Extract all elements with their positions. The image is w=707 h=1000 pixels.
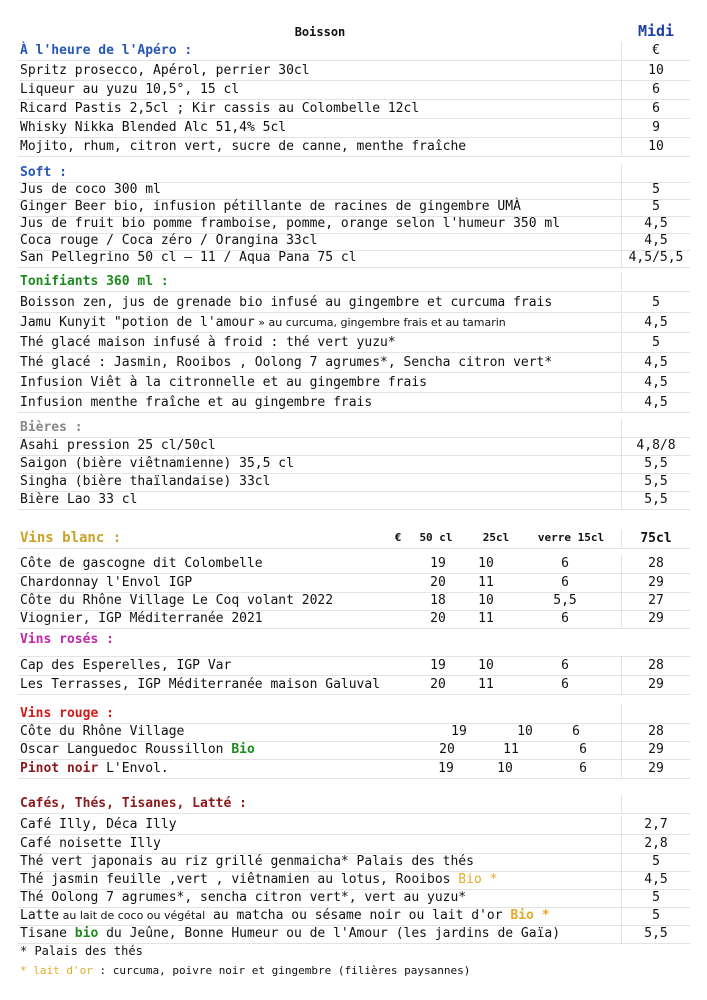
item-label-text: du Jeûne, Bonne Humeur ou de l'Amour (les jardins de Gaïa) — [98, 926, 561, 941]
item-label: Chardonnay l'Envol IGP — [20, 575, 193, 590]
item-label: Café noisette Illy — [20, 836, 161, 851]
bieres-section-header — [18, 419, 690, 438]
item-price: 5,5 — [644, 456, 668, 471]
item-label-text: Oscar Languedoc Roussillon — [20, 742, 232, 757]
item-label-detail: » au curcuma, gingembre frais et au tamarin — [254, 316, 506, 329]
price-50cl: 20 — [430, 677, 446, 692]
item-price: 6 — [652, 101, 660, 116]
menu-item — [18, 119, 690, 138]
price-25cl: 10 — [478, 556, 494, 571]
bio-label: bio — [74, 926, 99, 941]
aperitif-section-header — [18, 42, 690, 61]
section-title: Vins rosés : — [20, 632, 114, 647]
menu-item — [18, 925, 690, 944]
item-label: Côte du Rhône Village Le Coq volant 2022 — [20, 593, 334, 608]
price-75cl: 28 — [648, 658, 664, 673]
price-25cl: 11 — [478, 677, 494, 692]
item-label: Saigon (bière viêtnamienne) 35,5 cl — [20, 456, 294, 471]
price-75cl: 29 — [648, 575, 664, 590]
menu-item — [18, 835, 690, 854]
price-50cl: 20 — [439, 742, 455, 757]
item-label: Asahi pression 25 cl/50cl — [20, 438, 216, 453]
menu-item — [18, 374, 690, 393]
item-label-main: Jamu Kunyit "potion de l'amour — [20, 315, 255, 330]
price-75cl: 28 — [648, 724, 664, 739]
item-label-text: Thé jasmin feuille ,vert , viêtnamien au lotus, Rooibos — [20, 872, 459, 887]
item-price: 4,5 — [644, 872, 668, 887]
section-title: Tonifiants 360 ml : — [20, 274, 169, 289]
price-25cl: 10 — [478, 593, 494, 608]
section-title: Cafés, Thés, Tisanes, Latté : — [20, 796, 247, 811]
menu-item — [18, 907, 690, 926]
price-50cl: 19 — [430, 556, 446, 571]
price-25cl: 10 — [497, 761, 513, 776]
item-label: Infusion menthe fraîche et au gingembre frais — [20, 395, 373, 410]
wine-row — [18, 555, 690, 574]
item-label: Les Terrasses, IGP Méditerranée maison Galuval — [20, 677, 381, 692]
price-verre: 6 — [572, 724, 580, 739]
menu-item — [18, 249, 690, 268]
page-title: Boisson — [294, 25, 346, 39]
item-label-text: Tisane — [20, 926, 75, 941]
section-title: Bières : — [20, 420, 83, 435]
col-50cl: 50 cl — [419, 531, 453, 544]
price-75cl: 29 — [648, 761, 664, 776]
item-label: Boisson zen, jus de grenade bio infusé au gingembre et curcuma frais — [20, 295, 553, 310]
menu-item — [18, 138, 690, 157]
price-25cl: 11 — [478, 575, 494, 590]
item-label: Cap des Esperelles, IGP Var — [20, 658, 232, 673]
item-price: 5,5 — [644, 492, 668, 507]
item-price: 4,5 — [644, 216, 668, 231]
item-label: Whisky Nikka Blended Alc 51,4% 5cl — [20, 120, 287, 135]
section-title: Soft : — [20, 165, 67, 180]
footnote-star: * lait d'or — [20, 964, 93, 977]
midi-column-title: Midi — [637, 22, 675, 40]
item-label-text: au matcha ou sésame noir ou lait d'or — [205, 908, 511, 923]
item-label: Thé vert japonais au riz grillé genmaicha* Palais des thés — [20, 854, 474, 869]
menu-item — [18, 437, 690, 456]
wine-row — [18, 610, 690, 629]
wine-row — [18, 592, 690, 611]
price-50cl: 20 — [430, 575, 446, 590]
price-verre: 5,5 — [553, 593, 577, 608]
col-75cl: 75cl — [640, 531, 672, 546]
price-75cl: 28 — [648, 556, 664, 571]
item-price: 4,8/8 — [636, 438, 676, 453]
item-label: Ricard Pastis 2,5cl ; Kir cassis au Colombelle 12cl — [20, 101, 420, 116]
footnote-lait-or — [20, 964, 470, 977]
item-price: 2,7 — [644, 817, 668, 832]
item-price: 4,5 — [644, 375, 668, 390]
item-price: 4,5/5,5 — [628, 250, 684, 265]
price-25cl: 10 — [517, 724, 533, 739]
item-price: 5,5 — [644, 926, 668, 941]
item-price: 9 — [652, 120, 660, 135]
item-price: 5 — [652, 908, 660, 923]
item-label-highlight: Pinot noir — [20, 761, 99, 776]
col-25cl: 25cl — [482, 531, 510, 544]
bio-label: Bio — [231, 742, 255, 757]
item-label-text: L'Envol. — [98, 761, 169, 776]
item-price: 4,5 — [644, 315, 668, 330]
item-label: Singha (bière thaïlandaise) 33cl — [20, 474, 271, 489]
price-verre: 6 — [561, 658, 569, 673]
item-label: Spritz prosecco, Apérol, perrier 30cl — [20, 63, 310, 78]
item-label — [20, 315, 506, 330]
item-price: 5 — [652, 199, 660, 214]
col-currency: € — [394, 531, 402, 544]
item-label: Jus de fruit bio pomme framboise, pomme, orange selon l'humeur 350 ml — [20, 216, 561, 231]
menu-item — [18, 334, 690, 353]
item-price: 4,5 — [644, 395, 668, 410]
price-verre: 6 — [579, 742, 587, 757]
item-price: 4,5 — [644, 233, 668, 248]
item-label: Côte de gascogne dit Colombelle — [20, 556, 263, 571]
wine-row — [18, 676, 690, 695]
item-price: 5 — [652, 182, 660, 197]
menu-item — [18, 100, 690, 119]
item-label: Viognier, IGP Méditerranée 2021 — [20, 611, 263, 626]
item-price: 5 — [652, 890, 660, 905]
item-price: 5 — [652, 295, 660, 310]
item-label: Mojito, rhum, citron vert, sucre de canne, menthe fraîche — [20, 139, 467, 154]
item-label: Thé glacé : Jasmin, Rooibos , Oolong 7 agrumes*, Sencha citron vert* — [20, 355, 553, 370]
item-label: Côte du Rhône Village — [20, 724, 185, 739]
item-label-text: Latte — [20, 908, 60, 923]
price-verre: 6 — [579, 761, 587, 776]
menu-item — [18, 871, 690, 890]
item-price: 5 — [652, 335, 660, 350]
menu-item — [18, 889, 690, 908]
item-label: Thé Oolong 7 agrumes*, sencha citron vert*, vert au yuzu* — [20, 890, 467, 905]
item-label: Ginger Beer bio, infusion pétillante de racines de gingembre UMÀ — [20, 199, 521, 214]
bio-label: Bio * — [510, 908, 550, 923]
item-label — [20, 926, 560, 941]
menu-item — [18, 62, 690, 81]
price-75cl: 27 — [648, 593, 664, 608]
item-price: 10 — [648, 63, 664, 78]
price-verre: 6 — [561, 677, 569, 692]
menu-item — [18, 354, 690, 373]
item-label-detail: au lait de coco ou végétal — [59, 909, 206, 922]
menu-item — [18, 314, 690, 333]
item-price: 5,5 — [644, 474, 668, 489]
price-75cl: 29 — [648, 677, 664, 692]
footnote-text: : curcuma, poivre noir et gingembre (filières paysannes) — [92, 964, 471, 977]
menu-item — [18, 816, 690, 835]
wine-row — [18, 656, 690, 676]
item-label: San Pellegrino 50 cl – 11 / Aqua Pana 75 cl — [20, 250, 357, 265]
section-title: Vins rouge : — [20, 706, 114, 721]
price-75cl: 29 — [648, 742, 664, 757]
price-50cl: 20 — [430, 611, 446, 626]
item-price: 2,8 — [644, 836, 668, 851]
currency-symbol: € — [652, 43, 660, 58]
vins-roses-section-header — [18, 631, 690, 649]
section-title: À l'heure de l'Apéro : — [20, 43, 193, 58]
item-price: 5 — [652, 854, 660, 869]
wine-row — [18, 760, 690, 779]
item-price: 10 — [648, 139, 664, 154]
price-25cl: 10 — [478, 658, 494, 673]
price-50cl: 19 — [430, 658, 446, 673]
price-25cl: 11 — [503, 742, 519, 757]
menu-item — [18, 81, 690, 100]
item-label — [20, 908, 550, 923]
price-verre: 6 — [561, 556, 569, 571]
menu-item — [18, 455, 690, 474]
footnote-palais: * Palais des thés — [20, 944, 143, 958]
item-label: Infusion Viêt à la citronnelle et au gingembre frais — [20, 375, 427, 390]
item-label: Thé glacé maison infusé à froid : thé vert yuzu* — [20, 335, 396, 350]
item-label: Café Illy, Déca Illy — [20, 817, 177, 832]
price-50cl: 18 — [430, 593, 446, 608]
item-label — [20, 761, 169, 776]
tonifiants-section-header — [18, 273, 690, 292]
vins-rouge-section-header — [18, 705, 690, 724]
wine-row — [18, 741, 690, 760]
price-50cl: 19 — [438, 761, 454, 776]
item-label: Liqueur au yuzu 10,5°, 15 cl — [20, 82, 240, 97]
menu-item — [18, 853, 690, 872]
cafes-section-header — [18, 795, 690, 814]
price-50cl: 19 — [451, 724, 467, 739]
item-label: Jus de coco 300 ml — [20, 182, 161, 197]
section-title: Vins blanc : — [20, 530, 122, 546]
item-label — [20, 742, 255, 757]
wine-row — [18, 723, 690, 742]
price-25cl: 11 — [478, 611, 494, 626]
vins-blanc-section-header — [18, 530, 690, 549]
item-price: 4,5 — [644, 355, 668, 370]
item-price: 6 — [652, 82, 660, 97]
bio-label: Bio * — [458, 872, 498, 887]
col-verre: verre 15cl — [537, 531, 605, 544]
item-label: Coca rouge / Coca zéro / Orangina 33cl — [20, 233, 318, 248]
menu-item — [18, 491, 690, 510]
price-75cl: 29 — [648, 611, 664, 626]
item-label — [20, 872, 497, 887]
menu-item — [18, 394, 690, 413]
wine-row — [18, 574, 690, 593]
menu-item — [18, 473, 690, 492]
price-verre: 6 — [561, 611, 569, 626]
menu-item — [18, 294, 690, 313]
price-verre: 6 — [561, 575, 569, 590]
item-label: Bière Lao 33 cl — [20, 492, 138, 507]
